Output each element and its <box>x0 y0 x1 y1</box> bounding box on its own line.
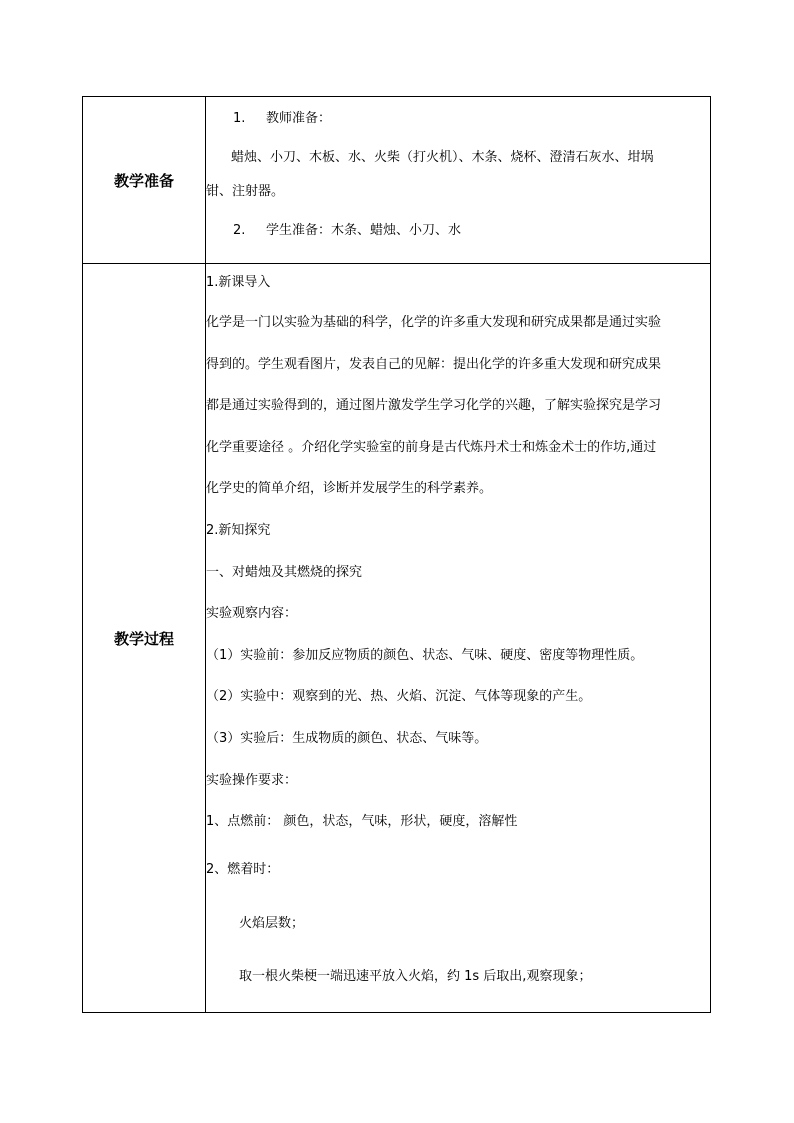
teaching-process-content <box>206 264 711 1013</box>
student-prep <box>206 223 710 240</box>
process-line: 1.新课导入 <box>206 275 271 290</box>
teaching-prep-row <box>83 97 711 264</box>
teaching-process-row <box>83 264 711 1013</box>
process-line: 火焰层数； <box>239 915 305 931</box>
process-line: 化学史的简单介绍，诊断并发展学生的科学素养。 <box>206 481 493 497</box>
teacher-prep-heading <box>206 111 710 128</box>
process-line: （1）实验前：参加反应物质的颜色、状态、气味、硬度、密度等物理性质。 <box>206 647 644 663</box>
student-prep-text: 学生准备：木条、蜡烛、小刀、水 <box>266 222 462 238</box>
teacher-prep-number: 1. <box>233 111 246 126</box>
process-line: 2、燃着时： <box>206 861 280 877</box>
lesson-plan-table <box>82 96 711 1013</box>
teacher-prep-items-line2: 钳、注射器。 <box>206 183 285 199</box>
process-line: 都是通过实验得到的，通过图片激发学生学习化学的兴趣，了解实验探究是学习 <box>206 398 662 414</box>
process-line: 实验观察内容： <box>206 606 298 622</box>
process-line: 2.新知探究 <box>206 522 271 538</box>
teaching-process-label: 教学过程 <box>83 264 206 1013</box>
process-line: 化学是一门以实验为基础的科学，化学的许多重大发现和研究成果都是通过实验 <box>206 315 662 330</box>
student-prep-number: 2. <box>233 222 246 238</box>
process-line: 实验操作要求： <box>206 772 298 788</box>
process-line: 化学重要途径 。介绍化学实验室的前身是古代炼丹术士和炼金术士的作坊,通过 <box>206 439 657 455</box>
process-line: （2）实验中：观察到的光、热、火焰、沉淀、气体等现象的产生。 <box>206 689 592 705</box>
teaching-prep-label: 教学准备 <box>83 97 206 264</box>
teaching-prep-content <box>206 97 711 264</box>
process-line: 得到的。学生观看图片，发表自己的见解：提出化学的许多重大发现和研究成果 <box>206 356 662 372</box>
process-line: 一、对蜡烛及其燃烧的探究 <box>206 564 363 580</box>
process-line: （3）实验后：生成物质的颜色、状态、气味等。 <box>206 730 488 746</box>
process-line: 1、点燃前： 颜色，状态，气味，形状，硬度，溶解性 <box>206 814 518 830</box>
teacher-prep-items-line1: 蜡烛、小刀、木板、水、火柴（打火机）、木条、烧杯、澄清石灰水、坩埚 <box>231 149 654 165</box>
teacher-prep-title: 教师准备： <box>266 111 332 126</box>
process-line: 取一根火柴梗一端迅速平放入火焰，约 1s 后取出,观察现象； <box>239 968 592 984</box>
